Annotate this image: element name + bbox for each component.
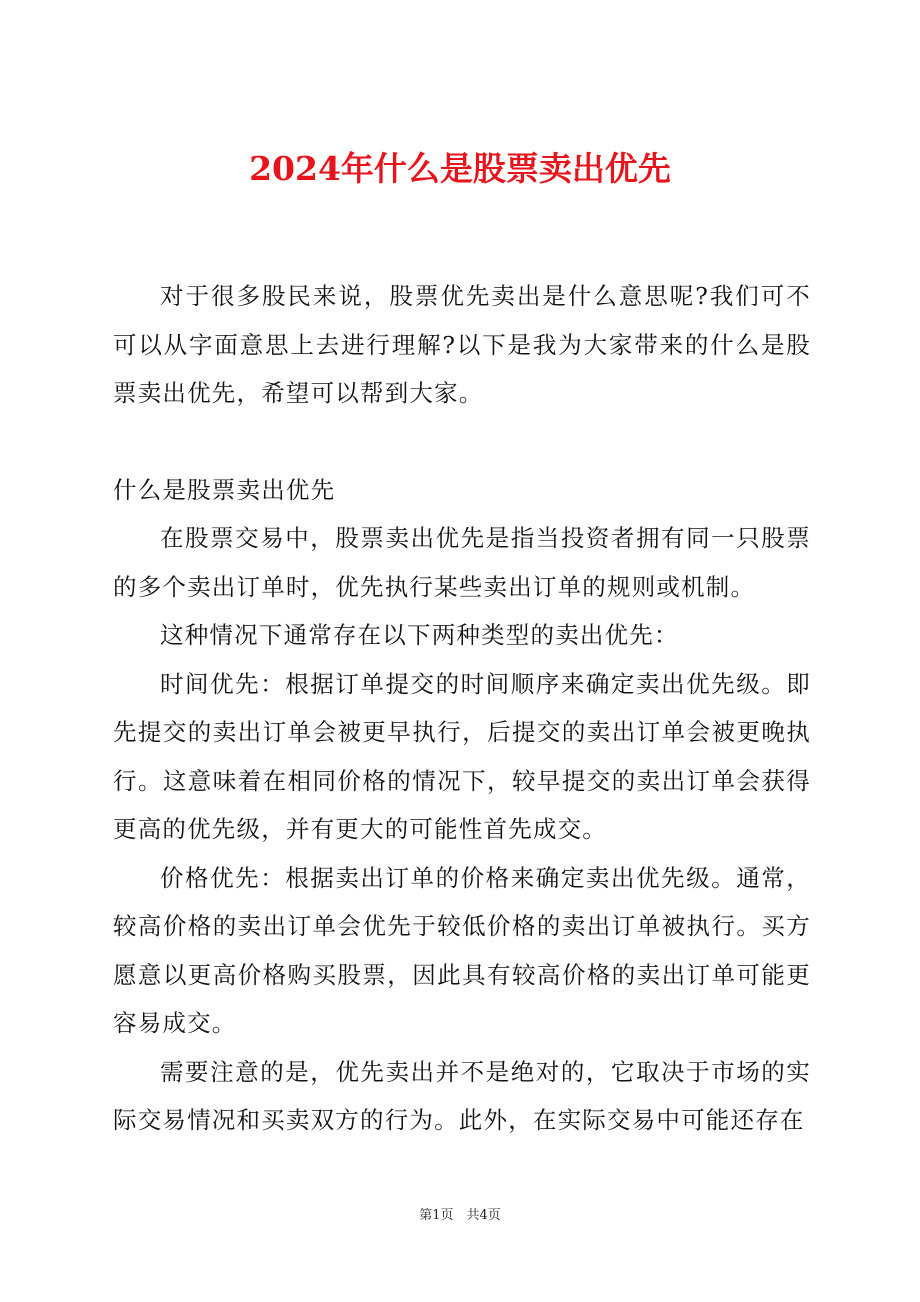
document-body bbox=[113, 272, 811, 1145]
body-paragraph: 价格优先：根据卖出订单的价格来确定卖出优先级。通常，较高价格的卖出订单会优先于较低价格的卖出订单被执行。买方愿意以更高价格购买股票，因此具有较高价格的卖出订单可能更容易成交。 bbox=[113, 863, 811, 1037]
body-paragraph: 时间优先：根据订单提交的时间顺序来确定卖出优先级。即先提交的卖出订单会被更早执行，后提交的卖出订单会被更晚执行。这意味着在相同价格的情况下，较早提交的卖出订单会获得更高的优先级，并有更大的可能性首先成交。 bbox=[113, 669, 811, 843]
page-footer: 第1页 共4页 bbox=[419, 1208, 501, 1223]
body-paragraph: 这种情况下通常存在以下两种类型的卖出优先： bbox=[160, 621, 679, 649]
body-paragraph: 在股票交易中，股票卖出优先是指当投资者拥有同一只股票的多个卖出订单时，优先执行某些卖出订单的规则或机制。 bbox=[113, 524, 811, 601]
body-paragraph: 需要注意的是，优先卖出并不是绝对的，它取决于市场的实际交易情况和买卖双方的行为。此外，在实际交易中可能还存在 bbox=[113, 1057, 811, 1134]
intro-paragraph: 对于很多股民来说，股票优先卖出是什么意思呢?我们可不可以从字面意思上去进行理解?以下是我为大家带来的什么是股票卖出优先，希望可以帮到大家。 bbox=[113, 282, 811, 407]
document-title: 2024年什么是股票卖出优先 bbox=[249, 149, 671, 188]
section-heading: 什么是股票卖出优先 bbox=[113, 475, 336, 504]
